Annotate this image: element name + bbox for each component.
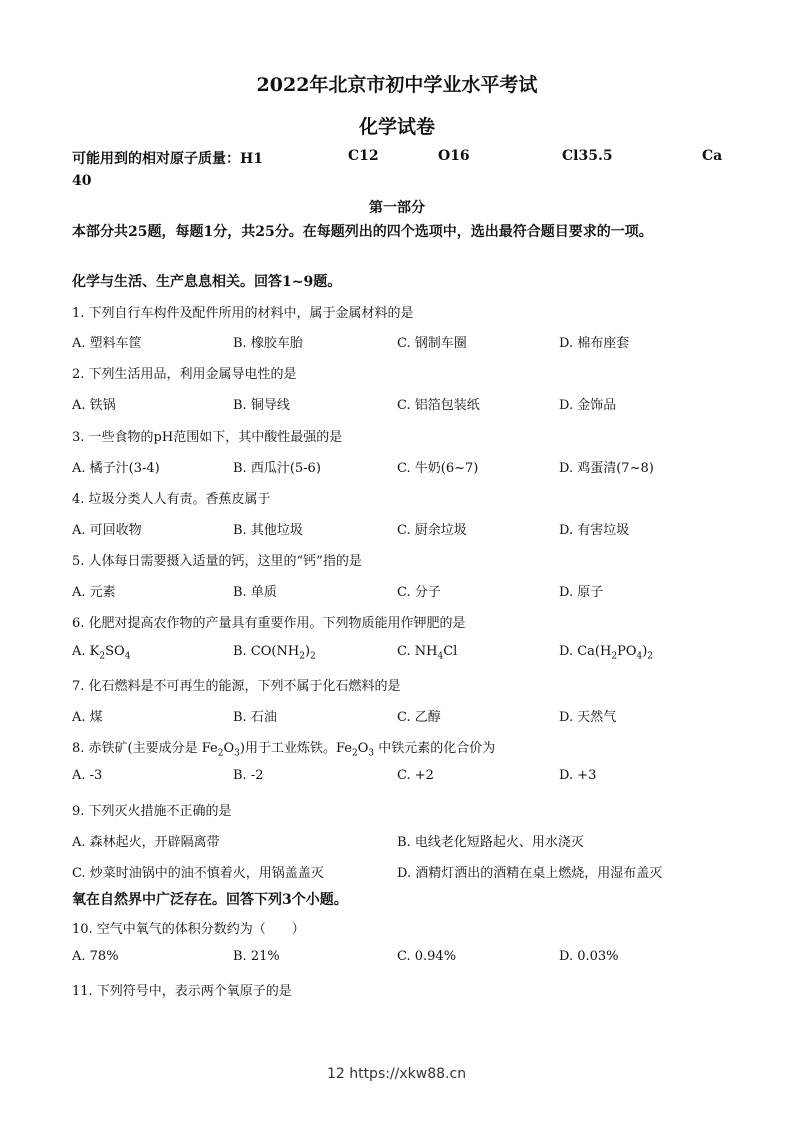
formula-subscript: 3 [368, 748, 375, 759]
formula-part: Fe [201, 741, 218, 756]
q9-option-b[interactable]: B. 电线老化短路起火、用水浇灭 [397, 835, 584, 850]
q6-option-d[interactable] [559, 644, 653, 662]
q6-option-a-label: A. K [72, 644, 100, 659]
mass-ca-value: 40 [72, 173, 92, 189]
formula-part: O [223, 741, 235, 756]
atomic-mass-label: 可能用到的相对原子质量：H1 [72, 151, 263, 167]
q4-option-b[interactable]: B. 其他垃圾 [233, 523, 303, 538]
q2-option-c[interactable]: C. 铝箔包装纸 [397, 398, 480, 413]
mass-ca: Ca [702, 148, 723, 164]
q3-option-b[interactable]: B. 西瓜汁(5-6) [233, 461, 321, 476]
q8-stem-end: 中铁元素的化合价为 [378, 741, 496, 756]
q7-option-c[interactable]: C. 乙醇 [397, 710, 441, 725]
question-4: 4. 垃圾分类人人有责。香蕉皮属于 [72, 492, 271, 507]
q9-option-c[interactable]: C. 炒菜时油锅中的油不慎着火，用锅盖盖灭 [72, 866, 324, 881]
q8-stem-mid: )用于工业炼铁。 [239, 741, 336, 756]
q5-option-a[interactable]: A. 元素 [72, 585, 116, 600]
question-10: 10. 空气中氧气的体积分数约为（ ） [72, 922, 305, 937]
q9-option-a[interactable]: A. 森林起火，开辟隔离带 [72, 835, 220, 850]
formula-subscript: 2 [299, 651, 305, 662]
q7-option-d[interactable]: D. 天然气 [559, 710, 617, 725]
formula-part: O [357, 741, 369, 756]
question-1: 1. 下列自行车构件及配件所用的材料中，属于金属材料的是 [72, 306, 414, 321]
question-11: 11. 下列符号中，表示两个氧原子的是 [72, 984, 292, 999]
part-title: 第一部分 [369, 200, 425, 216]
formula-part: PO [617, 644, 637, 659]
q6-option-b[interactable] [233, 644, 316, 662]
formula-subscript: 4 [124, 651, 131, 662]
q8-option-d[interactable]: D. +3 [559, 768, 597, 783]
exam-subtitle: 化学试卷 [358, 116, 435, 138]
mass-c: C12 [348, 148, 379, 164]
q4-option-a[interactable]: A. 可回收物 [72, 523, 142, 538]
q2-option-d[interactable]: D. 金饰品 [559, 398, 617, 413]
formula-subscript: 2 [611, 651, 618, 662]
q8-stem-start: 8. 赤铁矿(主要成分是 [72, 741, 198, 756]
q10-option-d[interactable]: D. 0.03% [559, 949, 619, 964]
exam-title: 2022年北京市初中学业水平考试 [256, 74, 538, 96]
q1-option-a[interactable]: A. 塑料车筐 [72, 336, 142, 351]
section-heading-2: 氧在自然界中广泛存在。回答下列3个小题。 [72, 892, 348, 908]
mass-o: O16 [438, 148, 470, 164]
q1-option-b[interactable]: B. 橡胶车胎 [233, 336, 303, 351]
q4-option-d[interactable]: D. 有害垃圾 [559, 523, 630, 538]
question-5: 5. 人体每日需要摄入适量的钙，这里的“钙”指的是 [72, 554, 362, 569]
q9-option-d[interactable]: D. 酒精灯洒出的酒精在桌上燃烧，用湿布盖灭 [397, 866, 663, 881]
q6-option-b-label: B. CO(NH [233, 644, 300, 659]
part-instructions: 本部分共25题，每题1分，共25分。在每题列出的四个选项中，选出最符合题目要求的一项。 [72, 224, 653, 240]
q2-option-b[interactable]: B. 铜导线 [233, 398, 290, 413]
formula-part: Fe [335, 741, 352, 756]
section-heading-1: 化学与生活、生产息息相关。回答1~9题。 [72, 274, 342, 290]
formula-subscript: 2 [647, 651, 654, 662]
q3-option-c[interactable]: C. 牛奶(6~7) [397, 461, 479, 476]
q8-option-b[interactable]: B. -2 [233, 768, 264, 783]
q7-option-a[interactable]: A. 煤 [72, 710, 103, 725]
q4-option-c[interactable]: C. 厨余垃圾 [397, 523, 467, 538]
q3-option-d[interactable]: D. 鸡蛋清(7~8) [559, 461, 654, 476]
page-footer: 12 https://xkw88.cn [326, 1066, 467, 1082]
formula-part: SO [105, 644, 125, 659]
question-2: 2. 下列生活用品，利用金属导电性的是 [72, 367, 297, 382]
question-7: 7. 化石燃料是不可再生的能源，下列不属于化石燃料的是 [72, 679, 401, 694]
question-9: 9. 下列灭火措施不正确的是 [72, 804, 232, 819]
q5-option-b[interactable]: B. 单质 [233, 585, 277, 600]
question-3: 3. 一些食物的pH范围如下，其中酸性最强的是 [72, 430, 343, 445]
formula-subscript: 2 [217, 748, 224, 759]
q1-option-d[interactable]: D. 棉布座套 [559, 336, 630, 351]
q1-option-c[interactable]: C. 钢制车圈 [397, 336, 467, 351]
question-8 [72, 737, 495, 759]
q5-option-d[interactable]: D. 原子 [559, 585, 604, 600]
q5-option-c[interactable]: C. 分子 [397, 585, 441, 600]
formula-subscript: 2 [310, 651, 316, 662]
atomic-mass-row [72, 148, 722, 168]
q6-option-d-label: D. Ca(H [559, 644, 612, 659]
q7-option-b[interactable]: B. 石油 [233, 710, 277, 725]
formula-subscript: 2 [99, 651, 106, 662]
q6-option-a[interactable] [72, 644, 130, 662]
q10-option-a[interactable]: A. 78% [72, 949, 119, 964]
q10-option-b[interactable]: B. 21% [233, 949, 280, 964]
mass-cl: Cl35.5 [562, 148, 613, 164]
formula-subscript: 4 [636, 651, 643, 662]
question-6: 6. 化肥对提高农作物的产量具有重要作用。下列物质能用作钾肥的是 [72, 616, 466, 631]
formula-subscript: 3 [234, 748, 240, 759]
q8-option-a[interactable]: A. -3 [72, 768, 103, 783]
q8-option-c[interactable]: C. +2 [397, 768, 434, 783]
q6-option-c[interactable] [397, 644, 457, 662]
q2-option-a[interactable]: A. 铁锅 [72, 398, 116, 413]
formula-subscript: 2 [352, 748, 358, 759]
formula-part: ) [642, 644, 648, 659]
q6-option-c-label: C. NH [397, 644, 438, 659]
q10-option-c[interactable]: C. 0.94% [397, 949, 457, 964]
q3-option-a[interactable]: A. 橘子汁(3-4) [72, 461, 160, 476]
formula-part: ) [304, 644, 311, 659]
formula-part: Cl [443, 644, 458, 659]
formula-subscript: 4 [437, 651, 444, 662]
